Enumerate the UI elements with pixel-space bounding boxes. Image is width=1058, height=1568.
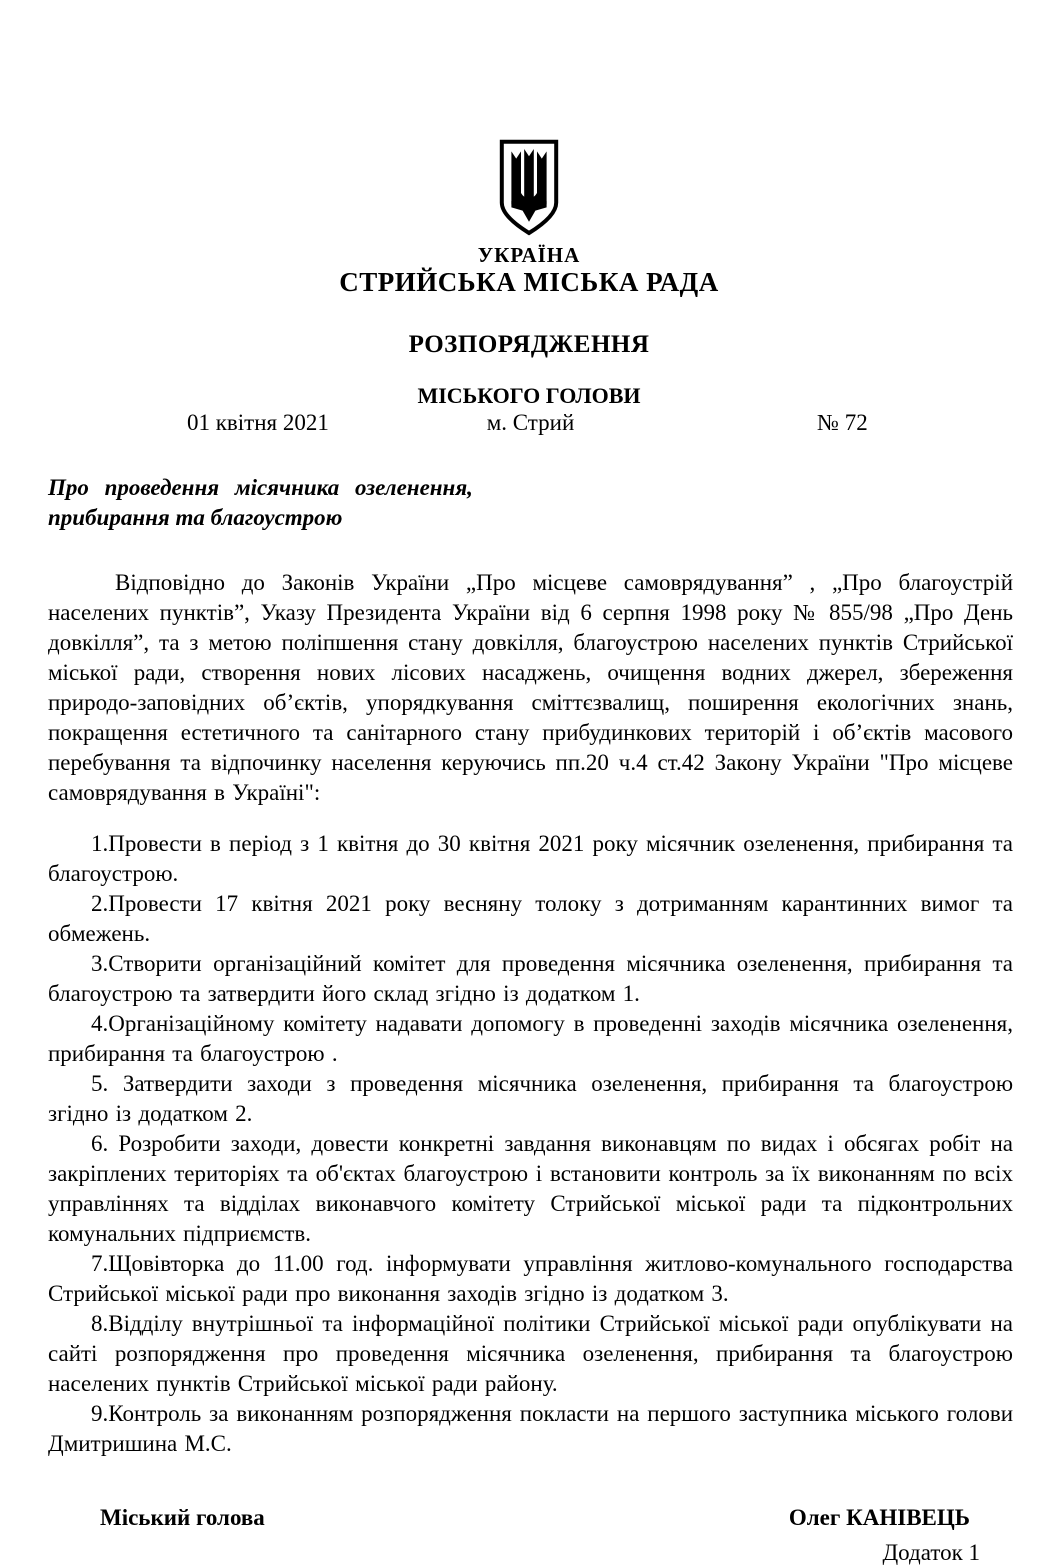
preamble-paragraph: Відповідно до Законів України „Про місцеве самоврядування” , „Про благоустрій населених пунктів”, Указу Президента України від 6 серпня 1998 року № 855/98 „Про День довкілля”, та з метою поліпшення стану довкілля, благоустрою населених пунктів Стрийської міської ради, створення нових лісових насаджень, очищення водних джерел, збереження природо-заповідних об’єктів, упорядкування сміттєзвалищ, поширення екологічних знань, покращення естетичного та санітарного стану прибудинкових територій і об’єктів масового перебування та відпочинку населення керуючись пп.20 ч.4 ст.42 Закону України "Про місцеве самоврядування в Україні": — [48, 570, 1013, 805]
signer-position: Міський голова — [100, 1505, 265, 1530]
subject-title — [48, 473, 1013, 533]
letterhead — [0, 0, 1058, 297]
order-item: 2.Провести 17 квітня 2021 року весняну толоку з дотриманням карантинних вимог та обмежень. — [48, 891, 1013, 946]
organization-name: СТРИЙСЬКА МІСЬКА РАДА — [339, 267, 719, 297]
order-item: 4.Організаційному комітету надавати допомогу в проведенні заходів місячника озеленення, прибирання та благоустрою . — [48, 1011, 1013, 1066]
document-place: м. Стрий — [486, 410, 575, 435]
order-item: 3.Створити організаційний комітет для проведення місячника озеленення, прибирання та благоустрою та затвердити його склад згідно із додатком 1. — [48, 951, 1013, 1006]
subject-line-1: Про проведення місячника озеленення, — [48, 475, 473, 500]
country-name: УКРАЇНА — [477, 243, 581, 267]
signature-row — [48, 1503, 1013, 1533]
document-issuer-title: МІСЬКОГО ГОЛОВИ — [417, 383, 641, 408]
document-number: № 72 — [817, 410, 868, 435]
order-item: 5. Затвердити заходи з проведення місячника озеленення, прибирання та благоустрою згідно із додатком 2. — [48, 1071, 1013, 1126]
order-item: 8.Відділу внутрішньої та інформаційної політики Стрийської міської ради опублікувати на сайті розпорядження про проведення місячника озеленення, прибирання та благоустрою населених пунктів Стрийської міської ради району. — [48, 1311, 1013, 1396]
order-item: 9.Контроль за виконанням розпорядження покласти на першого заступника міського голови Дмитришина М.С. — [48, 1401, 1013, 1456]
order-item: 7.Щовівторка до 11.00 год. інформувати управління житлово-комунального господарства Стрийської міської ради про виконання заходів згідно із додатком 3. — [48, 1251, 1013, 1306]
signer-name: Олег КАНІВЕЦЬ — [788, 1505, 970, 1530]
order-item: 6. Розробити заходи, довести конкретні завдання виконавцям по видах і обсягах робіт на закріплених територіях та об'єктах благоустрою і встановити контроль за їх виконанням по всіх управліннях та відділах виконавчого комітету Стрийської міської ради та підконтрольних комунальних підприємств. — [48, 1131, 1013, 1246]
subject-line-2: прибирання та благоустрою — [48, 505, 343, 530]
order-item: 1.Провести в період з 1 квітня до 30 квітня 2021 року місячник озеленення, прибирання та благоустрою. — [48, 831, 1013, 886]
annex-label: Додаток 1 — [882, 1540, 980, 1565]
document-type-title: РОЗПОРЯДЖЕННЯ — [408, 331, 650, 358]
order-items — [48, 829, 1013, 1459]
document-meta-row — [48, 410, 1013, 440]
ukraine-trident-emblem — [0, 138, 1058, 240]
document-date: 01 квітня 2021 — [187, 410, 329, 435]
